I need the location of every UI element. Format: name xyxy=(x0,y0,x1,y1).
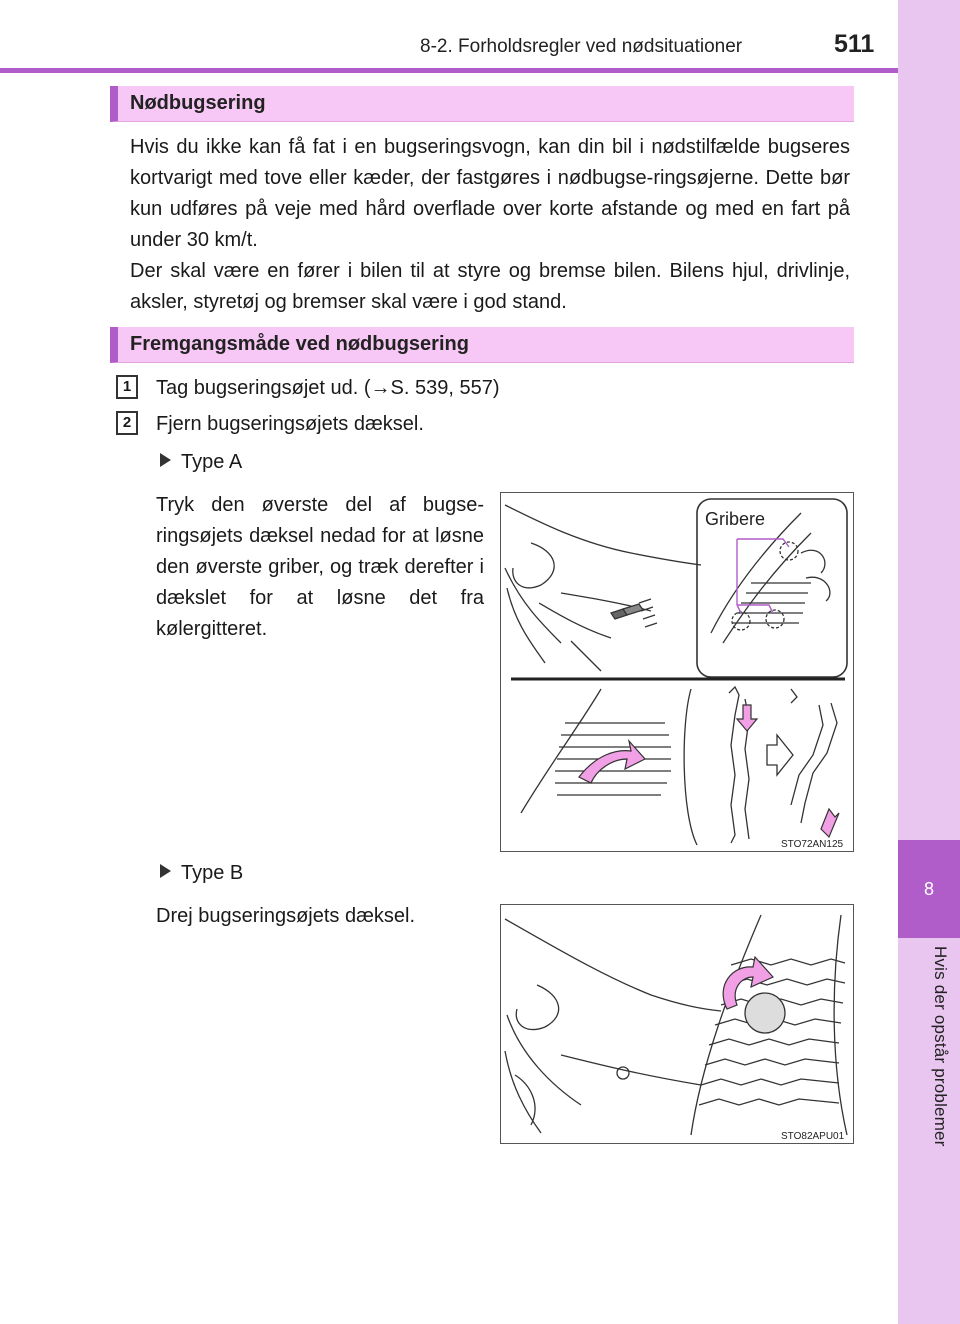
triangle-bullet-icon xyxy=(160,453,171,467)
step-number-2: 2 xyxy=(116,411,138,435)
type-b-illustration xyxy=(501,905,853,1143)
type-a-illustration xyxy=(501,493,853,851)
type-b-label: Type B xyxy=(181,862,244,884)
header-title: 8-2. Forholdsregler ved nødsituationer xyxy=(420,36,743,57)
step-number-1: 1 xyxy=(116,375,138,399)
type-a-description: Tryk den øverste del af bugse-ringsøjets dæksel nedad for at løsne den øverste griber, og træk derefter i dækslet for at løsne det fra kølergitteret. xyxy=(156,494,484,640)
page-number: 511 xyxy=(834,30,875,58)
step-text-1: Tag bugseringsøjet ud. (→S. 539, 557) xyxy=(156,377,500,399)
type-a-label: Type A xyxy=(181,451,243,473)
condition-paragraph: Der skal være en fører i bilen til at styre og bremse bilen. Bilens hjul, drivlinje, aksler, styretøj og bremser skal være i god stand. xyxy=(130,260,850,313)
chapter-tab[interactable]: 8 xyxy=(898,840,960,938)
gribere-label: Gribere xyxy=(705,509,766,529)
section-title: Nødbugsering xyxy=(130,92,266,114)
type-b-description: Drej bugseringsøjets dæksel. xyxy=(156,905,415,927)
type-b-heading xyxy=(160,862,243,885)
figure-type-b xyxy=(500,904,854,1144)
triangle-bullet-icon xyxy=(160,864,171,878)
header-rule xyxy=(0,68,898,73)
section-title: Fremgangsmåde ved nødbugsering xyxy=(130,333,469,355)
figure-type-a xyxy=(500,492,854,852)
section-header-nodbugsering xyxy=(110,86,854,122)
chapter-title: Hvis der opstår problemer xyxy=(931,946,950,1147)
step-text-2: Fjern bugseringsøjets dæksel. xyxy=(156,413,424,435)
section-header-procedure xyxy=(110,327,854,363)
figure-code-a: STO72AN125 xyxy=(781,839,844,850)
chapter-sidebar xyxy=(898,0,960,1324)
type-a-heading xyxy=(160,451,242,474)
figure-code-b: STO82APU01 xyxy=(781,1131,845,1142)
intro-paragraph: Hvis du ikke kan få fat i en bugseringsvogn, kan din bil i nødstilfælde bugseres kortvarigt med tove eller kæder, der fastgøres i nødbugse-ringsøjerne. Dette bør kun udføres på veje med hård overflade over korte afstande og med en fart på under 30 km/t. xyxy=(130,136,850,251)
